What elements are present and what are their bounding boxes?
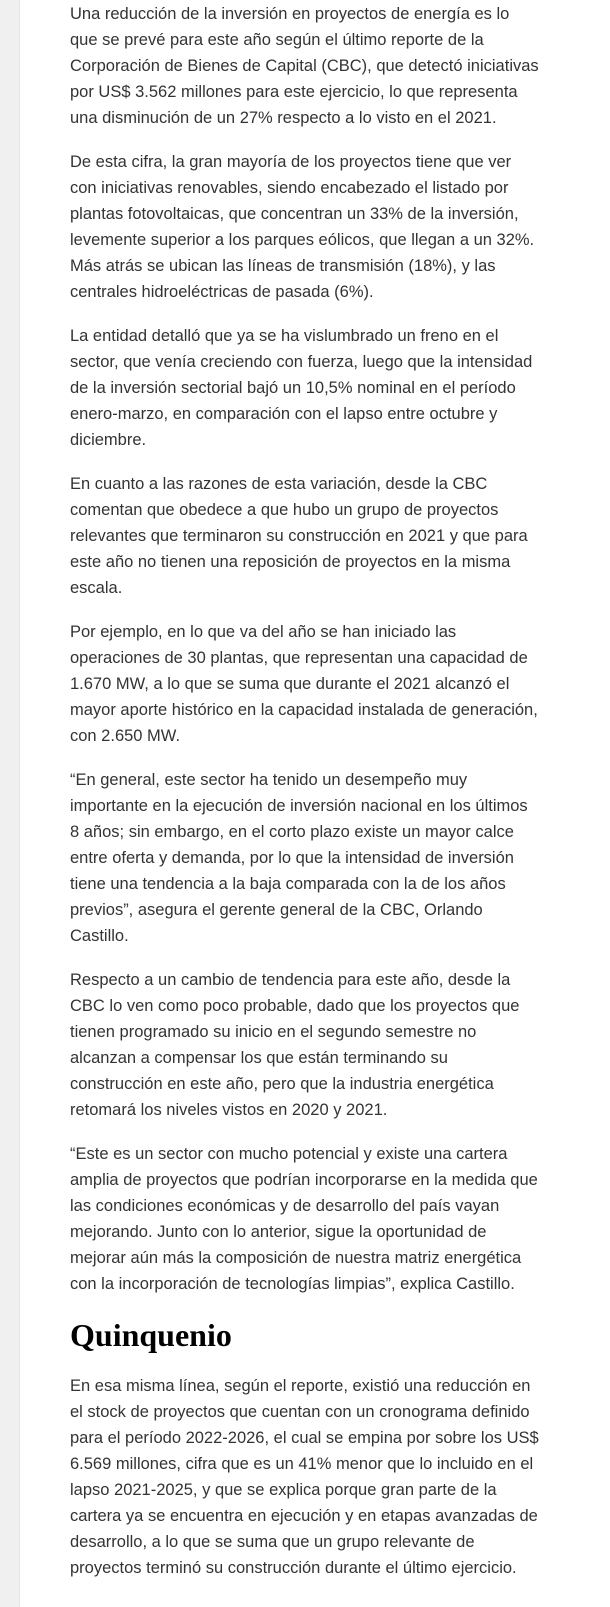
article-paragraph: De esta cifra, la gran mayoría de los proyectos tiene que ver con iniciativas renovables, siendo encabezado el listado por plantas fotovoltaicas, que concentran un 33% de la inversión, levemente superior a los parques eólicos, que llegan a un 32%. Más atrás se ubican las líneas de transmisión (18%), y las centrales hidroeléctricas de pasada (6%). [70, 153, 535, 301]
section-heading-quinquenio: Quinquenio [70, 1317, 232, 1353]
article-paragraph: La entidad detalló que ya se ha vislumbrado un freno en el sector, que venía creciendo con fuerza, luego que la intensidad de la inversión sectorial bajó un 10,5% nominal en el período enero-marzo, en comparación con el lapso entre octubre y diciembre. [70, 327, 533, 449]
article-paragraph: Una reducción de la inversión en proyectos de energía es lo que se prevé para este año según el último reporte de la Corporación de Bienes de Capital (CBC), que detectó iniciativas por US$ 3.562 millones para este ejercicio, lo que representa una disminución de un 27% respecto a lo visto en el 2021. [70, 5, 539, 127]
article-paragraph: Por ejemplo, en lo que va del año se han iniciado las operaciones de 30 plantas, que representan una capacidad de 1.670 MW, a lo que se suma que durante el 2021 alcanzó el mayor aporte histórico en la capacidad instalada de generación, con 2.650 MW. [70, 623, 538, 745]
article-body [70, 0, 540, 1599]
article-paragraph: Respecto a un cambio de tendencia para este año, desde la CBC lo ven como poco probable, dado que los proyectos que tienen programado su inicio en el segundo semestre no alcanzan a compensar los que están terminando su construcción en este año, pero que la industria energética retomará los niveles vistos en 2020 y 2021. [70, 971, 520, 1119]
article-paragraph: En esa misma línea, según el reporte, existió una reducción en el stock de proyectos que cuentan con un cronograma definido para el período 2022-2026, el cual se empina por sobre los US$ 6.569 millones, cifra que es un 41% menor que lo incluido en el lapso 2021-2025, y que se explica porque gran parte de la cartera ya se encuentra en ejecución y en etapas avanzadas de desarrollo, a lo que se suma que un grupo relevante de proyectos terminó su construcción durante el último ejercicio. [70, 1377, 539, 1577]
article-paragraph: “Este es un sector con mucho potencial y existe una cartera amplia de proyectos que podrían incorporarse en la medida que las condiciones económicas y de desarrollo del país vayan mejorando. Junto con lo anterior, sigue la oportunidad de mejorar aún más la composición de nuestra matriz energética con la incorporación de tecnologías limpias”, explica Castillo. [70, 1145, 538, 1293]
article-paragraph: En cuanto a las razones de esta variación, desde la CBC comentan que obedece a que hubo un grupo de proyectos relevantes que terminaron su construcción en 2021 y que para este año no tienen una reposición de proyectos en la misma escala. [70, 475, 528, 597]
article-paragraph: “En general, este sector ha tenido un desempeño muy importante en la ejecución de inversión nacional en los últimos 8 años; sin embargo, en el corto plazo existe un mayor calce entre oferta y demanda, por lo que la intensidad de inversión tiene una tendencia a la baja comparada con la de los años previos”, asegura el gerente general de la CBC, Orlando Castillo. [70, 771, 528, 945]
page-left-gutter [0, 0, 20, 1607]
